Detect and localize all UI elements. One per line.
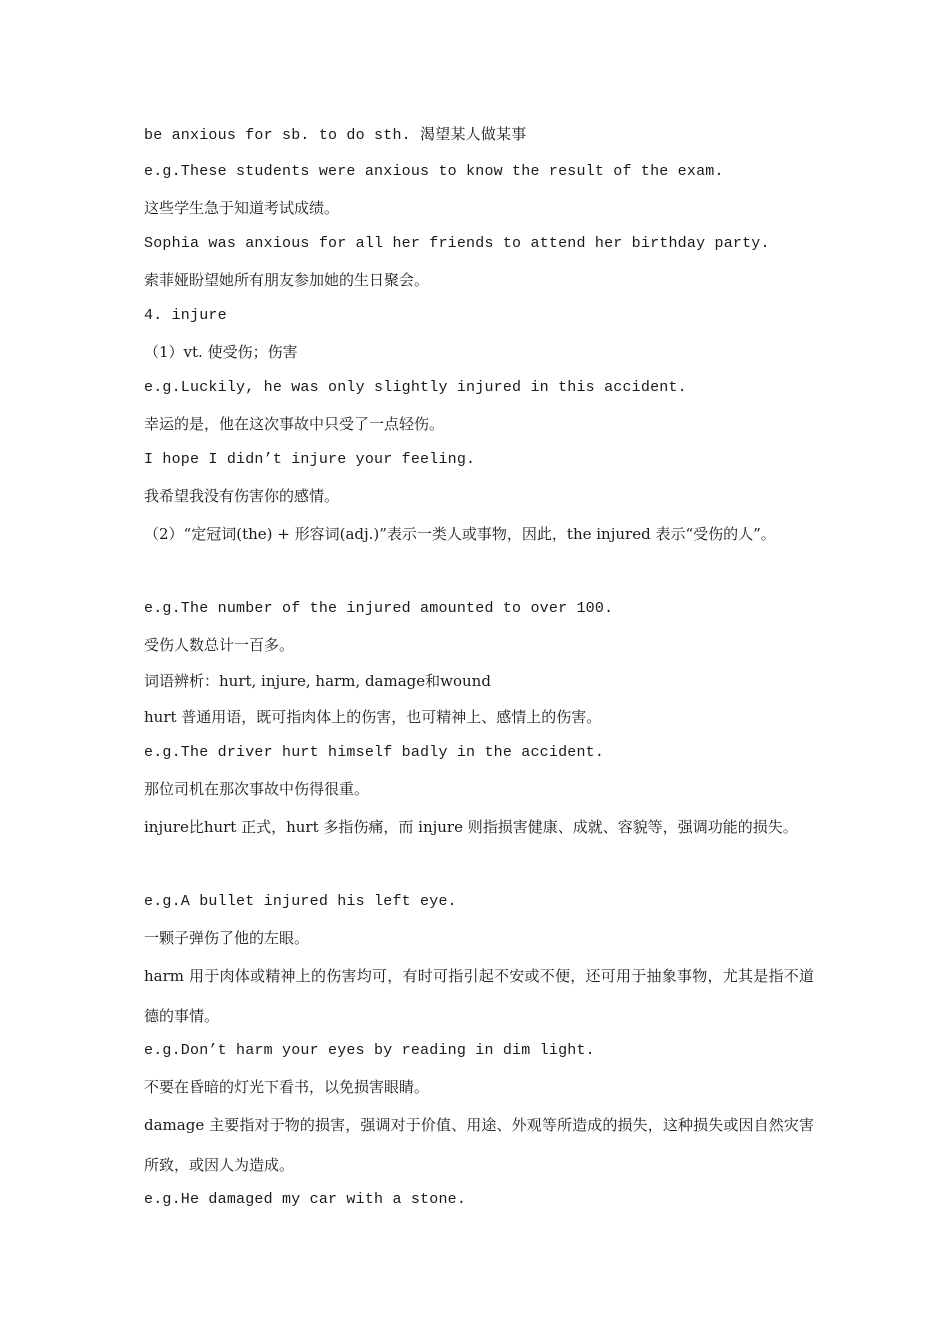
translation-line: 幸运的是，他在这次事故中只受了一点轻伤。: [144, 415, 445, 433]
example-sentence: e.g.A bullet injured his left eye.: [144, 893, 457, 910]
example-sentence: I hope I didn’t injure your feeling.: [144, 451, 476, 468]
translation-line: 一颗子弹伤了他的左眼。: [144, 929, 310, 947]
translation-line: 我希望我没有伤害你的感情。: [144, 487, 340, 505]
example-sentence: Sophia was anxious for all her friends to attend her birthday party.: [144, 235, 770, 252]
example-sentence: e.g.He damaged my car with a stone.: [144, 1191, 467, 1208]
usage-note: （2）“定冠词(the) + 形容词(adj.)”表示一类人或事物，因此，the injured 表示“受伤的人”。: [144, 525, 776, 543]
usage-note: injure比hurt 正式，hurt 多指伤痛，而 injure 则指损害健康、成就、容貌等，强调功能的损失。: [144, 818, 798, 836]
example-sentence: e.g.The driver hurt himself badly in the accident.: [144, 744, 605, 761]
phrase-line: be anxious for sb. to do sth. 渴望某人做某事: [144, 127, 527, 144]
document-body: [144, 118, 814, 1218]
usage-note: harm 用于肉体或精神上的伤害均可，有时可指引起不安或不便，还可用于抽象事物，尤其是指不道德的事情。: [144, 967, 814, 1025]
section-heading: 4. injure: [144, 307, 227, 324]
usage-note: damage 主要指对于物的损害，强调对于价值、用途、外观等所造成的损失，这种损失或因自然灾害所致，或因人为造成。: [144, 1116, 814, 1174]
usage-note: hurt 普通用语，既可指肉体上的伤害，也可精神上、感情上的伤害。: [144, 708, 602, 726]
translation-line: 这些学生急于知道考试成绩。: [144, 199, 340, 217]
translation-line: 那位司机在那次事故中伤得很重。: [144, 780, 370, 798]
word-comparison-heading: 词语辨析：hurt, injure, harm, damage和wound: [144, 672, 491, 690]
example-sentence: e.g.Luckily, he was only slightly injured in this accident.: [144, 379, 687, 396]
example-sentence: e.g.The number of the injured amounted to over 100.: [144, 600, 614, 617]
translation-line: 索菲娅盼望她所有朋友参加她的生日聚会。: [144, 271, 430, 289]
example-sentence: e.g.These students were anxious to know the result of the exam.: [144, 163, 724, 180]
translation-line: 受伤人数总计一百多。: [144, 636, 295, 654]
example-sentence: e.g.Don’t harm your eyes by reading in dim light.: [144, 1042, 595, 1059]
translation-line: 不要在昏暗的灯光下看书，以免损害眼睛。: [144, 1078, 430, 1096]
definition-line: （1）vt. 使受伤；伤害: [144, 343, 298, 361]
